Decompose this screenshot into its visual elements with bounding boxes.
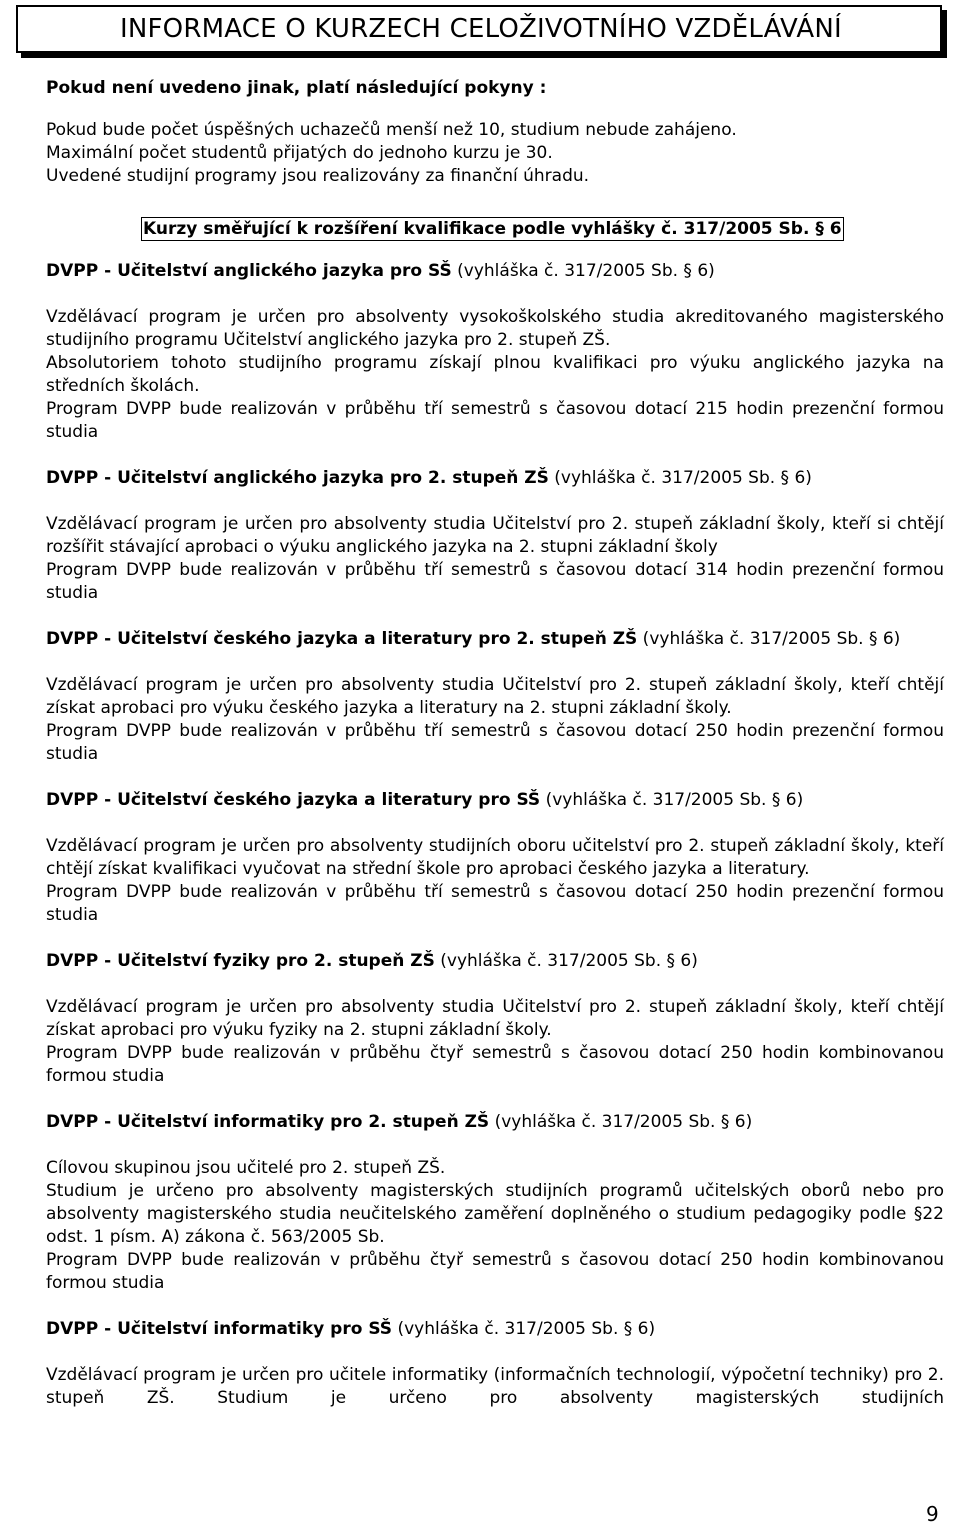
intro-lead: Pokud není uvedeno jinak, platí následující pokyny : (46, 78, 547, 98)
course-title (46, 1318, 944, 1341)
course-paragraph: Vzdělávací program je určen pro absolventy studia Učitelství pro 2. stupeň základní školy, kteří chtějí získat aprobaci pro výuku fyziky na 2. stupni základní školy. (46, 997, 944, 1040)
course-title-reference: (vyhláška č. 317/2005 Sb. § 6) (540, 790, 804, 810)
course-title (46, 789, 944, 812)
course-block-physics-zs (46, 950, 944, 1088)
course-title-name: DVPP - Učitelství fyziky pro 2. stupeň ZŠ (46, 951, 435, 971)
course-block-informatics-ss (46, 1318, 944, 1410)
document-body (46, 77, 944, 1433)
page-number: 9 (926, 1502, 939, 1526)
course-title (46, 1111, 944, 1134)
course-title (46, 260, 944, 283)
intro-line: Pokud bude počet úspěšných uchazečů menší než 10, studium nebude zahájeno. (46, 120, 737, 140)
course-paragraph: Program DVPP bude realizován v průběhu tří semestrů s časovou dotací 314 hodin prezenční formou studia (46, 560, 944, 603)
course-paragraph: Program DVPP bude realizován v průběhu tří semestrů s časovou dotací 250 hodin prezenční formou studia (46, 721, 944, 764)
course-paragraph: Cílovou skupinou jsou učitelé pro 2. stupeň ZŠ. (46, 1158, 446, 1178)
course-title-name: DVPP - Učitelství informatiky pro 2. stupeň ZŠ (46, 1112, 490, 1132)
course-title (46, 950, 944, 973)
course-title (46, 467, 944, 490)
course-title-reference: (vyhláška č. 317/2005 Sb. § 6) (451, 261, 715, 281)
course-paragraph: Vzdělávací program je určen pro absolventy studia Učitelství pro 2. stupeň základní školy, kteří chtějí získat aprobaci pro výuku českého jazyka a literatury na 2. stupni základní školy. (46, 675, 944, 718)
course-title-name: DVPP - Učitelství českého jazyka a literatury pro 2. stupeň ZŠ (46, 629, 638, 649)
course-title (46, 628, 944, 651)
course-block-informatics-zs (46, 1111, 944, 1295)
course-title-reference: (vyhláška č. 317/2005 Sb. § 6) (637, 629, 901, 649)
course-title-reference: (vyhláška č. 317/2005 Sb. § 6) (489, 1112, 753, 1132)
course-block-czech-zs (46, 628, 944, 766)
intro-block (46, 119, 944, 188)
course-title-reference: (vyhláška č. 317/2005 Sb. § 6) (434, 951, 698, 971)
course-paragraph: Program DVPP bude realizován v průběhu čtyř semestrů s časovou dotací 250 hodin kombinovanou formou studia (46, 1250, 944, 1293)
course-title-reference: (vyhláška č. 317/2005 Sb. § 6) (392, 1319, 656, 1339)
course-block-czech-ss (46, 789, 944, 927)
course-paragraph: Vzdělávací program je určen pro učitele informatiky (informačních technologií, výpočetní techniky) pro 2. stupeň ZŠ. Studium je určeno pro absolventy magisterských studijních (46, 1365, 944, 1408)
course-paragraph: Studium je určeno pro absolventy magisterských studijních programů učitelských oborů nebo pro absolventy magisterského studia neučitelského zaměření doplněného o studium pedagogiky podle §22 odst. 1 písm. A) zákona č. 563/2005 Sb. (46, 1181, 944, 1247)
course-paragraph: Program DVPP bude realizován v průběhu tří semestrů s časovou dotací 250 hodin prezenční formou studia (46, 882, 944, 925)
intro-line: Maximální počet studentů přijatých do jednoho kurzu je 30. (46, 143, 553, 163)
course-paragraph: Vzdělávací program je určen pro absolventy studijních oboru učitelství pro 2. stupeň základní školy, kteří chtějí získat kvalifikaci vyučovat na střední škole pro aprobaci českého jazyka a literatury. (46, 836, 944, 879)
course-paragraph: Program DVPP bude realizován v průběhu tří semestrů s časovou dotací 215 hodin prezenční formou studia (46, 399, 944, 442)
section-heading-wrap (46, 217, 944, 241)
course-title-reference: (vyhláška č. 317/2005 Sb. § 6) (548, 468, 812, 488)
course-paragraph: Absolutoriem tohoto studijního programu získají plnou kvalifikaci pro výuku anglického jazyka na středních školách. (46, 353, 944, 396)
course-title-name: DVPP - Učitelství anglického jazyka pro 2. stupeň ZŠ (46, 468, 549, 488)
course-title-name: DVPP - Učitelství anglického jazyka pro SŠ (46, 261, 452, 281)
course-block-english-zs (46, 467, 944, 605)
course-paragraph: Vzdělávací program je určen pro absolventy studia Učitelství pro 2. stupeň základní školy, kteří si chtějí rozšířit stávající aprobaci o výuku anglického jazyka na 2. stupni základní školy (46, 514, 944, 557)
course-title-name: DVPP - Učitelství českého jazyka a literatury pro SŠ (46, 790, 541, 810)
document-header (16, 5, 942, 53)
course-paragraph: Vzdělávací program je určen pro absolventy vysokoškolského studia akreditovaného magisterského studijního programu Učitelství anglického jazyka pro 2. stupeň ZŠ. (46, 307, 944, 350)
document-title: INFORMACE O KURZECH CELOŽIVOTNÍHO VZDĚLÁVÁNÍ (120, 14, 842, 44)
course-title-name: DVPP - Učitelství informatiky pro SŠ (46, 1319, 393, 1339)
course-paragraph: Program DVPP bude realizován v průběhu čtyř semestrů s časovou dotací 250 hodin kombinovanou formou studia (46, 1043, 944, 1086)
course-block-english-ss (46, 260, 944, 444)
section-heading: Kurzy směřující k rozšíření kvalifikace podle vyhlášky č. 317/2005 Sb. § 6 (143, 219, 842, 239)
intro-line: Uvedené studijní programy jsou realizovány za finanční úhradu. (46, 166, 590, 186)
